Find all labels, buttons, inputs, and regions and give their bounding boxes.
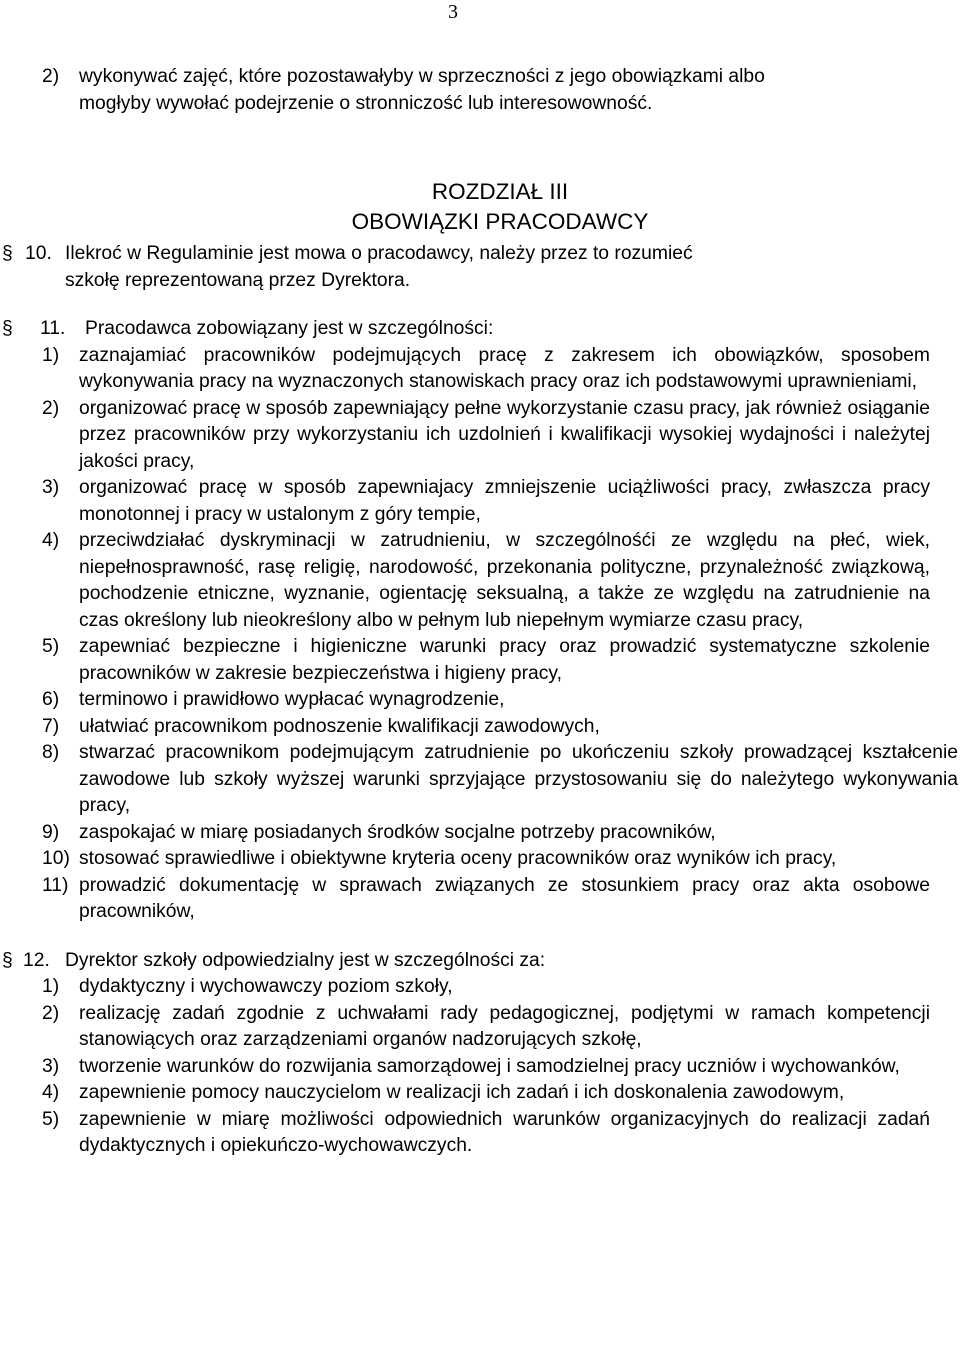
list-item bbox=[0, 740, 960, 820]
list-item-number: 4) bbox=[42, 1082, 60, 1103]
list-item bbox=[0, 343, 960, 396]
list-item-text: organizować pracę w sposób zapewniajacy zmniejszenie uciążliwości pracy, zwłaszcza pracy monotonnej i pracy w ustalonym z góry tempie, bbox=[79, 477, 930, 525]
list-item bbox=[0, 820, 960, 847]
list-item-text: realizację zadań zgodnie z uchwałami rady pedagogicznej, podjętymi w ramach kompetencji stanowiących oraz zarządzeniami organów nadzorujących szkołę, bbox=[79, 1002, 930, 1050]
list-item-text: zapewnienie pomocy nauczycielom w realizacji ich zadań i ich doskonalenia zawodowym, bbox=[79, 1082, 845, 1103]
section-number: 12. bbox=[23, 949, 50, 971]
list-item bbox=[0, 64, 960, 117]
document-body bbox=[0, 64, 960, 1160]
list-item bbox=[0, 1054, 960, 1081]
list-item-text: zapewniać bezpieczne i higieniczne warunki pracy oraz prowadzić systematyczne szkolenie pracowników w zakresie bezpieczeństwa i higieny pracy, bbox=[79, 636, 930, 684]
list-item-text: zapewnienie w miarę możliwości odpowiednich warunków organizacyjnych do realizacji zadań dydaktycznych i opiekuńczo-wychowawczych. bbox=[79, 1108, 930, 1156]
list-item-number: 2) bbox=[42, 66, 60, 87]
section-symbol: § bbox=[2, 243, 13, 264]
list-item-number: 2) bbox=[42, 397, 60, 419]
list-item bbox=[0, 687, 960, 714]
list-item-number: 5) bbox=[42, 1108, 60, 1130]
list-item-line: wykonywać zajęć, które pozostawałyby w sprzeczności z jego obowiązkami albo bbox=[79, 66, 765, 87]
list-item bbox=[0, 873, 960, 926]
list-item bbox=[0, 1080, 960, 1107]
list-item bbox=[0, 846, 960, 873]
list-item-text: prowadzić dokumentację w sprawach związanych ze stosunkiem pracy oraz akta osobowe pracowników, bbox=[79, 874, 930, 922]
list-item-text: stosować sprawiedliwe i obiektywne kryteria oceny pracowników oraz wyników ich pracy, bbox=[79, 848, 837, 869]
list-item-text: zaznajamiać pracowników podejmujących pracę z zakresem ich obowiązków, sposobem wykonywania pracy na wyznaczonych stanowiskach pracy oraz ich podstawowymi uprawnieniami, bbox=[79, 344, 930, 392]
list-item-text: ułatwiać pracownikom podnoszenie kwalifikacji zawodowych, bbox=[79, 715, 600, 737]
list-item-number: 11) bbox=[42, 874, 69, 896]
list-item bbox=[0, 1001, 960, 1054]
section-line: szkołę reprezentowaną przez Dyrektora. bbox=[65, 269, 411, 291]
section-symbol: § bbox=[2, 949, 13, 971]
list-item-number: 8) bbox=[42, 742, 60, 763]
list-item bbox=[0, 714, 960, 741]
section-intro: Dyrektor szkoły odpowiedzialny jest w szczególności za: bbox=[65, 949, 546, 971]
list-item bbox=[0, 528, 960, 634]
list-item bbox=[0, 396, 960, 476]
list-item-number: 9) bbox=[42, 821, 60, 843]
list-item-number: 6) bbox=[42, 689, 60, 710]
list-item-text: stwarzać pracownikom podejmującym zatrudnienie po ukończeniu szkoły prowadzącej kształcenie zawodowe lub szkoły wyższej warunki sprzyjające przystosowaniu się do należytego wykonywania pracy, bbox=[79, 742, 958, 816]
section-10 bbox=[0, 241, 960, 294]
list-item-number: 4) bbox=[42, 530, 60, 551]
list-item-text: przeciwdziałać dyskryminacji w zatrudnieniu, w szczególnośći ze względu na płeć, wiek, niepełnosprawność, rasę religię, narodowość, przekonania polityczne, przynależność związkową, pochodzenie etniczne, wyznanie, ogientację seksualną, a także ze względu na zatrudnienie na czas określony lub nieokreślony albo w pełnym lub niepełnym wymiarze czasu pracy, bbox=[79, 530, 930, 631]
list-item-text: terminowo i prawidłowo wypłacać wynagrodzenie, bbox=[79, 689, 505, 710]
list-item-number: 5) bbox=[42, 636, 60, 657]
list-item bbox=[0, 634, 960, 687]
page-number: 3 bbox=[448, 1, 458, 23]
section-symbol: § bbox=[2, 318, 13, 339]
list-item-number: 1) bbox=[42, 344, 60, 366]
section-11-heading bbox=[0, 316, 960, 343]
list-item-text: zaspokajać w miarę posiadanych środków socjalne potrzeby pracowników, bbox=[79, 821, 716, 843]
list-item-text: organizować pracę w sposób zapewniający pełne wykorzystanie czasu pracy, jak również osiąganie przez pracowników przy wykorzystaniu ich uzdolnień i kwalifikacji wysokiej wydajności i należytej jakości pracy, bbox=[79, 397, 930, 472]
chapter-title: ROZDZIAŁ III bbox=[431, 179, 569, 204]
list-item-text: tworzenie warunków do rozwijania samorządowej i samodzielnej pracy uczniów i wychowanków, bbox=[79, 1055, 900, 1077]
section-number: 10. bbox=[25, 243, 52, 264]
list-item bbox=[0, 974, 960, 1001]
list-item bbox=[0, 475, 960, 528]
list-item-number: 3) bbox=[42, 1055, 60, 1077]
list-item-number: 1) bbox=[42, 976, 60, 997]
list-item bbox=[0, 1107, 960, 1160]
list-item-number: 7) bbox=[42, 715, 60, 737]
section-line: Ilekroć w Regulaminie jest mowa o pracodawcy, należy przez to rozumieć bbox=[65, 243, 693, 264]
chapter-subtitle: OBOWIĄZKI PRACODAWCY bbox=[351, 209, 649, 234]
section-12-list bbox=[0, 974, 960, 1160]
list-item-number: 3) bbox=[42, 477, 60, 498]
list-item-number: 2) bbox=[42, 1002, 60, 1024]
section-12-heading bbox=[0, 948, 960, 975]
list-item-number: 10) bbox=[42, 848, 70, 869]
section-11-list bbox=[0, 343, 960, 926]
list-item-text: dydaktyczny i wychowawczy poziom szkoły, bbox=[79, 976, 453, 997]
list-item-line: mogłyby wywołać podejrzenie o stronniczość lub interesowowność. bbox=[79, 92, 653, 114]
section-number: 11. bbox=[40, 318, 66, 339]
section-intro: Pracodawca zobowiązany jest w szczególności: bbox=[85, 318, 494, 339]
